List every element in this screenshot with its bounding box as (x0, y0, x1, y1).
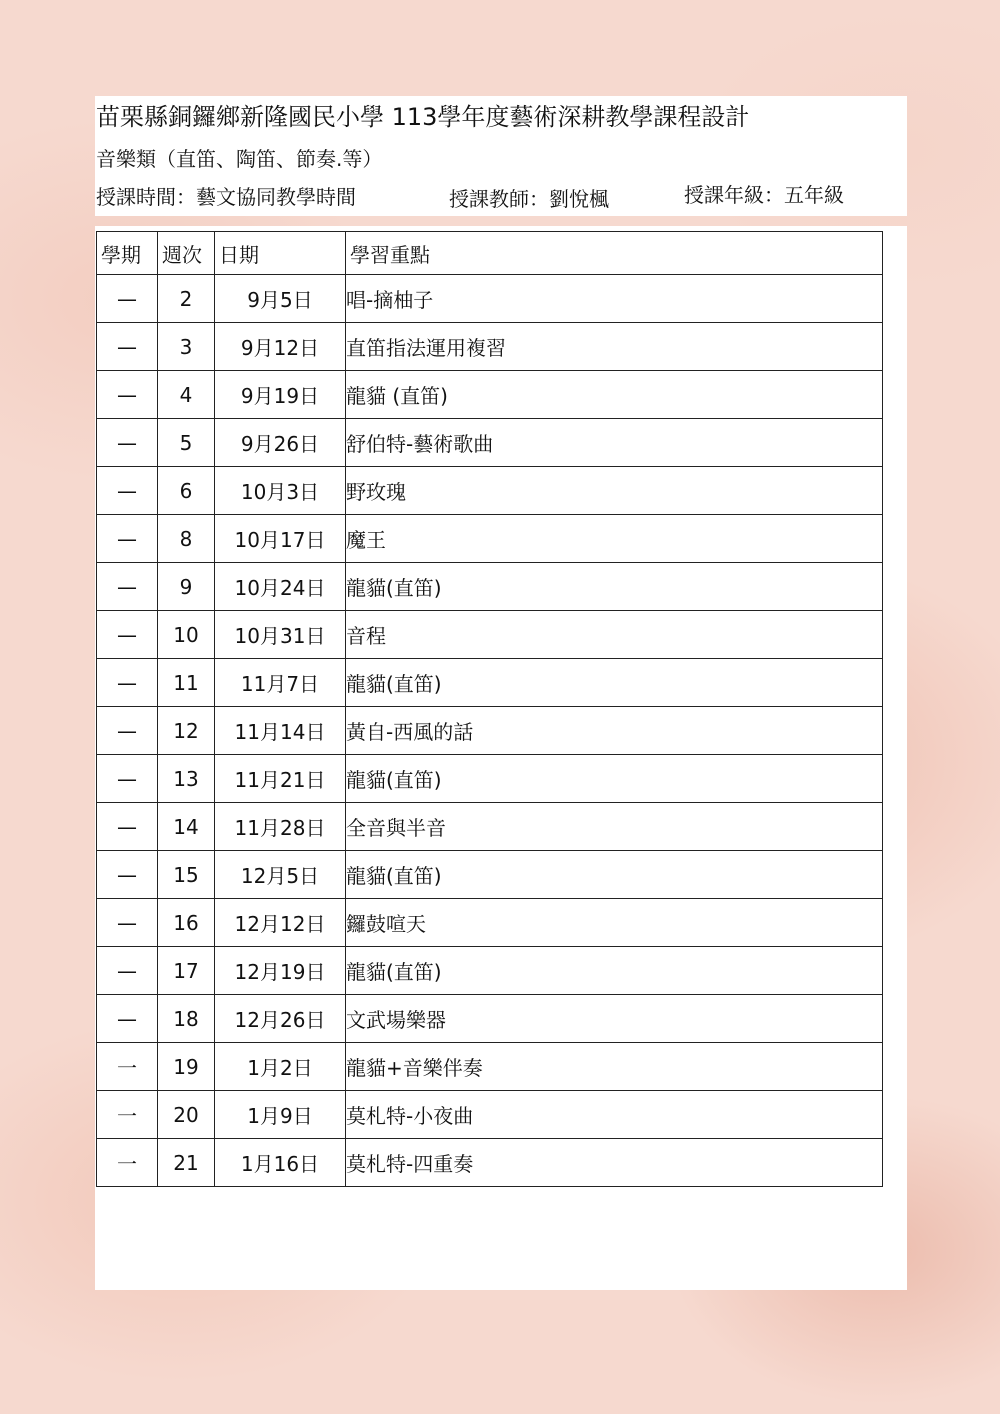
semester-cell: — (97, 515, 158, 563)
class-time-info: 授課時間：藝文協同教學時間 (96, 185, 356, 209)
week-cell: 14 (158, 803, 215, 851)
header-semester: 學期 (97, 232, 158, 275)
header-focus: 學習重點 (346, 232, 883, 275)
date-cell: 10月24日 (215, 563, 346, 611)
table-row (97, 659, 883, 707)
date-cell: 9月5日 (215, 275, 346, 323)
table-row (97, 899, 883, 947)
focus-cell: 野玫瑰 (346, 467, 883, 515)
semester-cell: — (97, 707, 158, 755)
date-cell: 12月19日 (215, 947, 346, 995)
week-cell: 3 (158, 323, 215, 371)
header-date: 日期 (215, 232, 346, 275)
week-cell: 15 (158, 851, 215, 899)
table-row (97, 371, 883, 419)
focus-cell: 黃自-西風的話 (346, 707, 883, 755)
focus-cell: 龍貓(直笛) (346, 563, 883, 611)
week-cell: 10 (158, 611, 215, 659)
focus-cell: 舒伯特-藝術歌曲 (346, 419, 883, 467)
page-title: 苗栗縣銅鑼鄉新隆國民小學 113學年度藝術深耕教學課程設計 (96, 103, 750, 131)
focus-cell: 龍貓(直笛) (346, 755, 883, 803)
table-row (97, 467, 883, 515)
table-row (97, 803, 883, 851)
table-row (97, 515, 883, 563)
semester-cell: 一 (97, 1091, 158, 1139)
focus-cell: 龍貓+音樂伴奏 (346, 1043, 883, 1091)
semester-cell: — (97, 899, 158, 947)
date-cell: 12月12日 (215, 899, 346, 947)
date-cell: 1月16日 (215, 1139, 346, 1187)
focus-cell: 唱-摘柚子 (346, 275, 883, 323)
semester-cell: — (97, 419, 158, 467)
table-row (97, 995, 883, 1043)
week-cell: 19 (158, 1043, 215, 1091)
week-cell: 8 (158, 515, 215, 563)
week-cell: 13 (158, 755, 215, 803)
date-cell: 11月7日 (215, 659, 346, 707)
focus-cell: 莫札特-四重奏 (346, 1139, 883, 1187)
table-row (97, 707, 883, 755)
date-cell: 12月26日 (215, 995, 346, 1043)
semester-cell: — (97, 467, 158, 515)
table-row (97, 323, 883, 371)
focus-cell: 龍貓(直笛) (346, 851, 883, 899)
focus-cell: 鑼鼓喧天 (346, 899, 883, 947)
table-row (97, 851, 883, 899)
semester-cell: — (97, 995, 158, 1043)
date-cell: 9月26日 (215, 419, 346, 467)
page-subtitle: 音樂類（直笛、陶笛、節奏.等） (96, 147, 383, 171)
date-cell: 1月9日 (215, 1091, 346, 1139)
date-cell: 11月14日 (215, 707, 346, 755)
table-row (97, 755, 883, 803)
semester-cell: — (97, 323, 158, 371)
semester-cell: — (97, 611, 158, 659)
table-row (97, 611, 883, 659)
week-cell: 4 (158, 371, 215, 419)
schedule-table (96, 231, 883, 1187)
date-cell: 10月17日 (215, 515, 346, 563)
date-cell: 9月19日 (215, 371, 346, 419)
semester-cell: — (97, 371, 158, 419)
table-header-row (97, 232, 883, 275)
semester-cell: — (97, 659, 158, 707)
date-cell: 11月21日 (215, 755, 346, 803)
week-cell: 5 (158, 419, 215, 467)
week-cell: 11 (158, 659, 215, 707)
week-cell: 6 (158, 467, 215, 515)
week-cell: 18 (158, 995, 215, 1043)
week-cell: 16 (158, 899, 215, 947)
table-row (97, 1139, 883, 1187)
table-row (97, 275, 883, 323)
semester-cell: — (97, 803, 158, 851)
semester-cell: — (97, 947, 158, 995)
table-row (97, 1043, 883, 1091)
table-row (97, 947, 883, 995)
table-row (97, 563, 883, 611)
focus-cell: 直笛指法運用複習 (346, 323, 883, 371)
grade-info: 授課年級：五年級 (684, 183, 844, 207)
week-cell: 2 (158, 275, 215, 323)
focus-cell: 文武場樂器 (346, 995, 883, 1043)
date-cell: 9月12日 (215, 323, 346, 371)
table-row (97, 1091, 883, 1139)
week-cell: 17 (158, 947, 215, 995)
date-cell: 12月5日 (215, 851, 346, 899)
semester-cell: 一 (97, 1139, 158, 1187)
teacher-info: 授課教師：劉悅楓 (449, 187, 609, 211)
date-cell: 11月28日 (215, 803, 346, 851)
header-week: 週次 (158, 232, 215, 275)
focus-cell: 龍貓(直笛) (346, 659, 883, 707)
focus-cell: 龍貓 (直笛) (346, 371, 883, 419)
semester-cell: 一 (97, 1043, 158, 1091)
date-cell: 1月2日 (215, 1043, 346, 1091)
week-cell: 21 (158, 1139, 215, 1187)
focus-cell: 全音與半音 (346, 803, 883, 851)
focus-cell: 龍貓(直笛) (346, 947, 883, 995)
week-cell: 20 (158, 1091, 215, 1139)
focus-cell: 莫札特-小夜曲 (346, 1091, 883, 1139)
focus-cell: 音程 (346, 611, 883, 659)
week-cell: 12 (158, 707, 215, 755)
date-cell: 10月3日 (215, 467, 346, 515)
semester-cell: — (97, 563, 158, 611)
semester-cell: — (97, 755, 158, 803)
table-row (97, 419, 883, 467)
focus-cell: 魔王 (346, 515, 883, 563)
semester-cell: — (97, 851, 158, 899)
week-cell: 9 (158, 563, 215, 611)
semester-cell: — (97, 275, 158, 323)
date-cell: 10月31日 (215, 611, 346, 659)
